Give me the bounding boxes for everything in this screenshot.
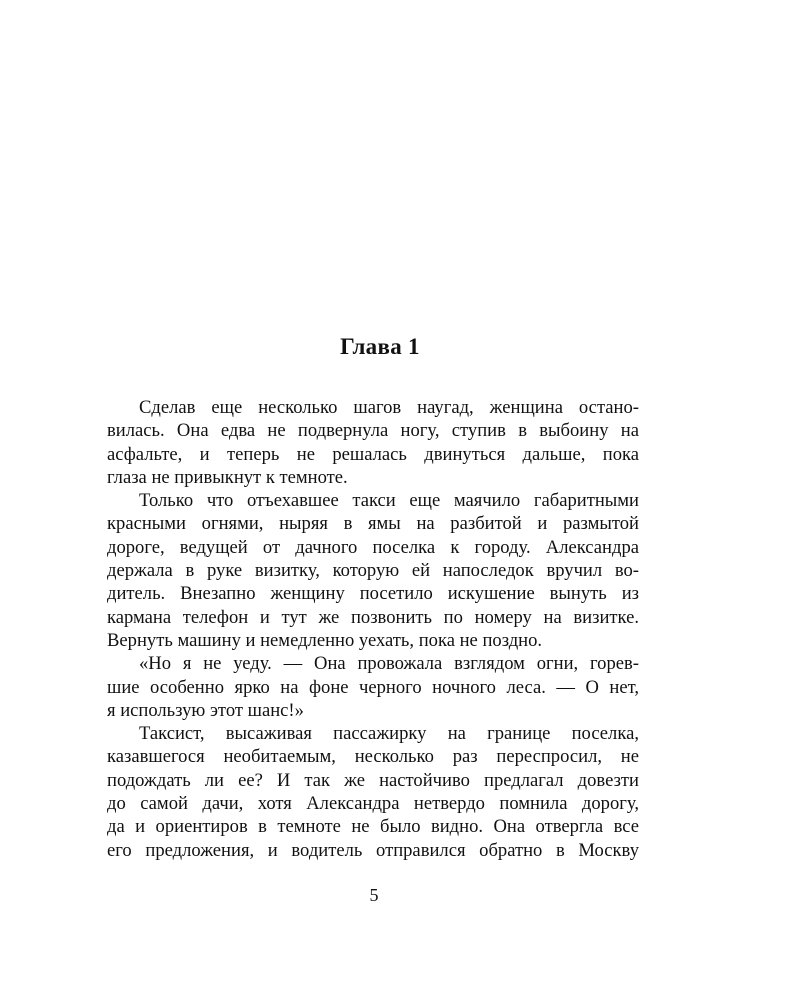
body-text	[107, 396, 639, 862]
text-line: держала в руке визитку, которую ей напоследок вручил во-	[107, 560, 639, 582]
text-line: да и ориентиров в темноте не было видно. Она отвергла все	[107, 816, 639, 838]
text-line: «Но я не уеду. — Она провожала взглядом огни, горев-	[139, 653, 639, 675]
text-line: Таксист, высаживая пассажирку на границе поселка,	[139, 723, 639, 745]
text-line: красными огнями, ныряя в ямы на разбитой и размытой	[107, 513, 639, 535]
text-line: я использую этот шанс!»	[107, 699, 304, 721]
text-line: кармана телефон и тут же позвонить по номеру на визитке.	[107, 606, 639, 628]
text-line: подождать ли ее? И так же настойчиво предлагал довезти	[107, 769, 639, 791]
text-line: казавшегося необитаемым, несколько раз переспросил, не	[107, 746, 639, 768]
text-line: до самой дачи, хотя Александра нетвердо помнила дорогу,	[107, 793, 639, 815]
text-line: глаза не привыкнут к темноте.	[107, 466, 348, 488]
text-line: дитель. Внезапно женщину посетило искушение вынуть из	[107, 583, 639, 605]
text-line: его предложения, и водитель отправился обратно в Москву	[107, 839, 639, 861]
text-line: дороге, ведущей от дачного поселка к городу. Александра	[107, 536, 639, 558]
chapter-title: Глава 1	[340, 334, 420, 359]
page-number: 5	[369, 885, 379, 905]
text-line: асфальте, и теперь не решалась двинуться дальше, пока	[107, 443, 639, 465]
text-line: вилась. Она едва не подвернула ногу, ступив в выбоину на	[107, 420, 639, 442]
text-line: шие особенно ярко на фоне черного ночного леса. — О нет,	[107, 676, 639, 698]
text-line: Только что отъехавшее такси еще маячило габаритными	[139, 490, 639, 512]
text-line: Сделав еще несколько шагов наугад, женщина остано-	[139, 397, 639, 418]
text-line: Вернуть машину и немедленно уехать, пока не поздно.	[107, 629, 543, 651]
